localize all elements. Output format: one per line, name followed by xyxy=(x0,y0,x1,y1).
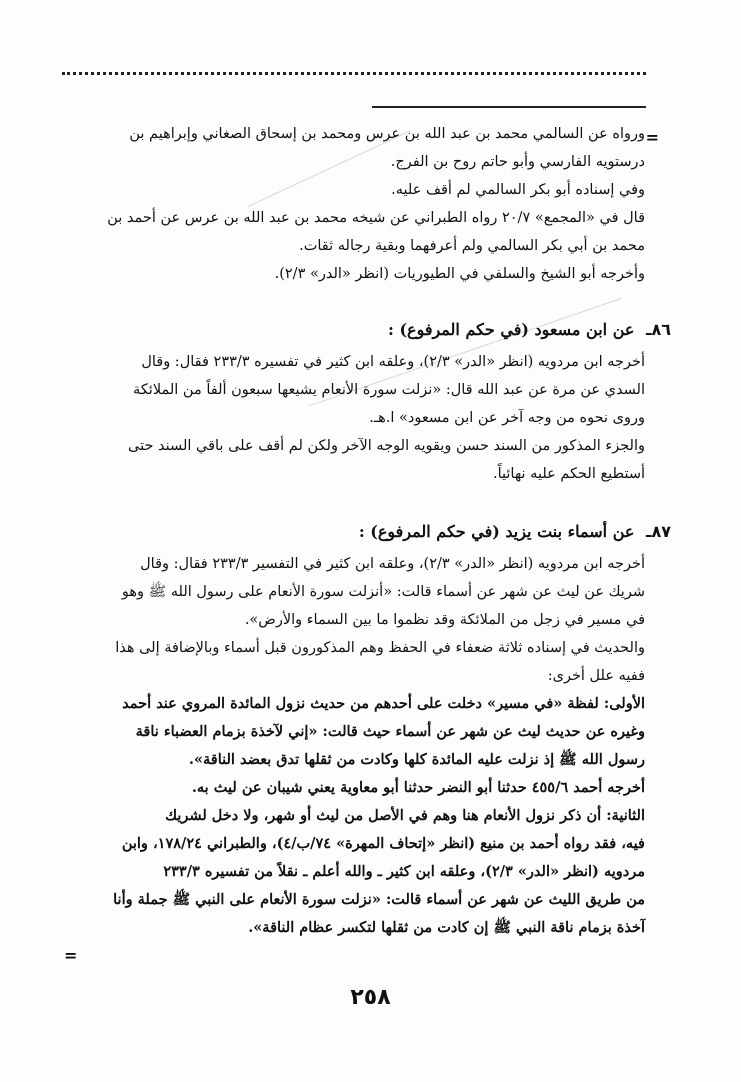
text-line: وغيره عن حديث ليث عن شهر عن أسماء حيث قالت: «إني لآخذة بزمام العضباء ناقة xyxy=(135,723,645,740)
text-line: السدي عن مرة عن عبد الله قال: «نزلت سورة الأنعام يشيعها سبعون ألفاً من الملائكة xyxy=(133,382,645,398)
footnote-continuation xyxy=(85,120,645,288)
footnote-separator xyxy=(372,106,646,108)
entry-86-heading xyxy=(388,316,671,344)
page-number: ٢٥٨ xyxy=(350,985,391,1010)
text-line: شريك عن ليث عن شهر عن أسماء قالت: «أنزلت سورة الأنعام على رسول الله ﷺ وهو xyxy=(121,584,645,600)
entry-87-body xyxy=(85,550,645,942)
text-line: الثانية: أن ذكر نزول الأنعام هنا وهم في الأصل من ليث أو شهر، ولا دخل لشريك xyxy=(165,807,645,824)
text-line: ورواه عن السالمي محمد بن عبد الله بن عرس ومحمد بن إسحاق الصغاني وإبراهيم بن xyxy=(129,126,645,142)
text-line: والحديث في إسناده ثلاثة ضعفاء في الحفظ وهم المذكورون قبل أسماء وبالإضافة إلى هذا xyxy=(115,640,645,656)
text-line: الأولى: لفظة «في مسير» دخلت على أحدهم من حديث نزول المائدة المروي عند أحمد xyxy=(122,695,645,712)
text-line: في مسير في زجل من الملائكة وقد نظموا ما بين السماء والأرض». xyxy=(244,612,645,628)
text-line: رسول الله ﷺ إذ نزلت عليه المائدة كلها وكادت من ثقلها تدق بعضد الناقة». xyxy=(188,751,645,768)
entry-number: ٨٧ـ xyxy=(646,522,671,541)
text-line: أخرجه ابن مردويه (انظر «الدر» ٢/٣)، وعلقه ابن كثير في التفسير ٢٣٣/٣ فقال: وقال xyxy=(140,556,645,572)
continuation-marker: = xyxy=(645,128,659,147)
text-line: وأخرجه أبو الشيخ والسلفي في الطيوريات (انظر «الدر» ٢/٣). xyxy=(274,266,645,282)
entry-86-body xyxy=(85,348,645,488)
entry-number: ٨٦ـ xyxy=(646,320,671,339)
entry-title: عن أسماء بنت يزيد (في حكم المرفوع) : xyxy=(358,522,635,541)
text-line: ففيه علل أخرى: xyxy=(547,668,645,684)
text-line: أخرجه أحمد ٤٥٥/٦ حدثنا أبو النضر حدثنا أبو معاوية يعني شيبان عن ليث به. xyxy=(191,779,645,796)
text-line: آخذة بزمام ناقة النبي ﷺ إن كادت من ثقلها لتكسر عظام الناقة». xyxy=(248,919,645,936)
header-dotted-rule xyxy=(62,72,646,75)
text-line: أستطيع الحكم عليه نهائياً. xyxy=(492,466,645,482)
text-line: من طريق الليث عن شهر عن أسماء قالت: «نزلت سورة الأنعام على النبي ﷺ جملة وأنا xyxy=(113,891,645,908)
text-line: فيه، فقد رواه أحمد بن منيع (انظر «إتحاف المهرة» ٧٤/ب/٤)، والطبراني ١٧٨/٢٤، وابن xyxy=(121,835,645,852)
entry-title: عن ابن مسعود (في حكم المرفوع) : xyxy=(387,320,635,339)
text-line: قال في «المجمع» ٢٠/٧ رواه الطبراني عن شيخه محمد بن عبد الله بن عرس عن أحمد بن xyxy=(107,210,645,226)
text-line: محمد بن أبي بكر السالمي ولم أعرفهما وبقية رجاله ثقات. xyxy=(299,238,645,254)
text-line: وروى نحوه من وجه آخر عن ابن مسعود» ا.هـ. xyxy=(369,410,645,426)
text-line: أخرجه ابن مردويه (انظر «الدر» ٢/٣)، وعلقه ابن كثير في تفسيره ٢٣٣/٣ فقال: وقال xyxy=(141,354,645,370)
text-line: مردويه (انظر «الدر» ٢/٣)، وعلقه ابن كثير ـ والله أعلم ـ نقلاً من تفسيره ٢٣٣/٣ xyxy=(163,863,645,880)
text-line: والجزء المذكور من السند حسن ويقويه الوجه الآخر ولكن لم أقف على باقي السند حتى xyxy=(127,438,645,454)
entry-87-heading xyxy=(359,518,671,546)
text-line: درستويه الفارسي وأبو حاتم روح بن الفرج. xyxy=(390,154,645,170)
continuation-marker: = xyxy=(64,946,78,965)
text-line: وفي إسناده أبو بكر السالمي لم أقف عليه. xyxy=(391,182,645,198)
